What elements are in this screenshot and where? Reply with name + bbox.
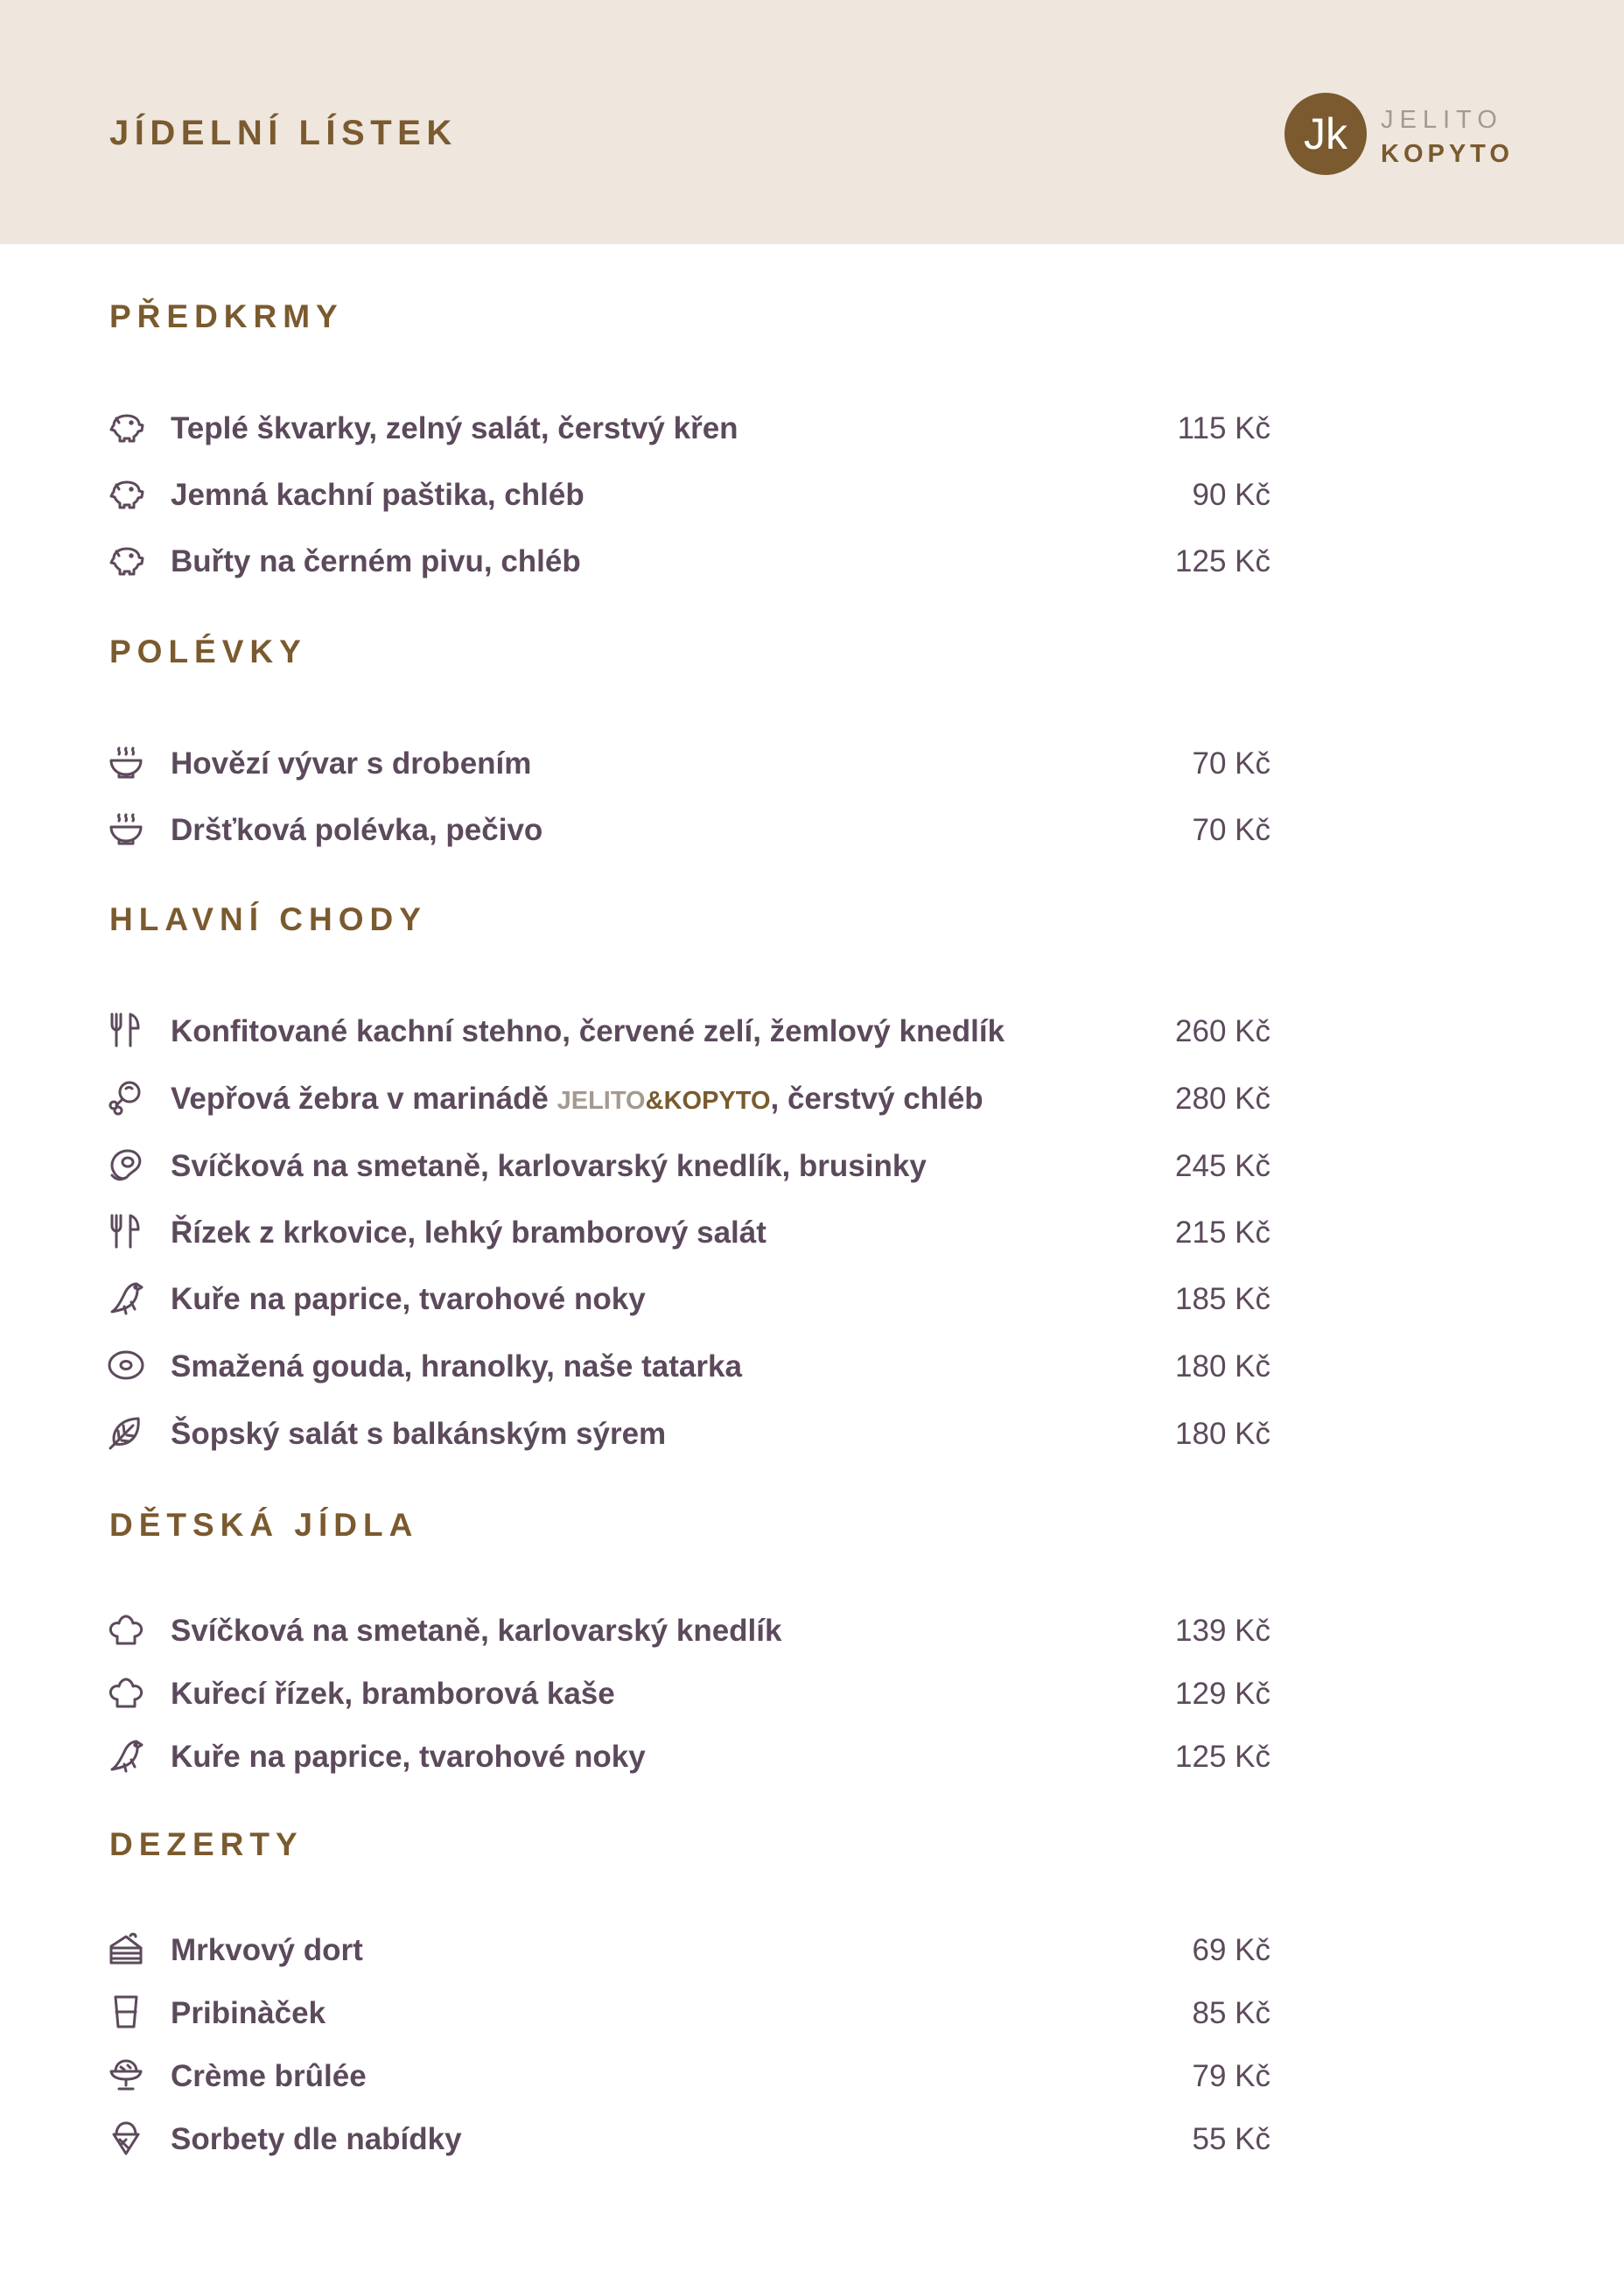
item-name: Vepřová žebra v marinádě JELITO&KOPYTO, čerstvý chléb xyxy=(171,1082,984,1116)
logo-line2: KOPYTO xyxy=(1381,140,1514,168)
chicken-icon xyxy=(107,1736,145,1775)
menu-item xyxy=(107,1926,1270,1972)
item-price: 139 Kč xyxy=(1175,1614,1270,1648)
fork-knife-icon xyxy=(107,1011,145,1049)
item-name: Kuřecí řízek, bramborová kaše xyxy=(171,1677,615,1711)
menu-item xyxy=(107,1410,1270,1455)
menu-item xyxy=(107,2052,1270,2098)
item-name: Svíčková na smetaně, karlovarský knedlík, brusinky xyxy=(171,1149,927,1183)
logo-line1: JELITO xyxy=(1381,106,1503,134)
cheese-icon xyxy=(107,1346,145,1384)
restaurant-logo xyxy=(1284,93,1521,175)
svg-text:Jk: Jk xyxy=(1304,109,1348,158)
item-price: 85 Kč xyxy=(1192,1996,1270,2030)
section-title-hlavni: HLAVNÍ CHODY xyxy=(109,901,427,937)
header-band xyxy=(0,0,1624,244)
brand-name-jelito: JELITO xyxy=(556,1087,646,1115)
item-price: 245 Kč xyxy=(1175,1149,1270,1183)
item-name: Hovězí vývar s drobením xyxy=(171,746,532,781)
menu-item xyxy=(107,471,1270,516)
item-name: Řízek z krkovice, lehký bramborový salát xyxy=(171,1216,766,1250)
item-price: 180 Kč xyxy=(1175,1349,1270,1384)
item-name: Šopský salát s balkánským sýrem xyxy=(171,1417,667,1451)
item-price: 115 Kč xyxy=(1177,411,1270,445)
menu-item xyxy=(107,1007,1270,1053)
cup-icon xyxy=(107,1993,145,2031)
menu-item xyxy=(107,537,1270,583)
item-name: Konfitované kachní stehno, červené zelí, žemlový knedlík xyxy=(171,1014,1005,1048)
item-name: Jemná kachní paštika, chléb xyxy=(171,478,584,512)
soup-bowl-icon xyxy=(107,743,145,781)
item-name: Dršťková polévka, pečivo xyxy=(171,813,543,847)
meat-slice-icon xyxy=(107,1146,145,1184)
item-name: Kuře na paprice, tvarohové noky xyxy=(171,1282,646,1316)
fork-knife-icon xyxy=(107,1212,145,1251)
dessert-icon xyxy=(107,2056,145,2094)
menu-item xyxy=(107,1142,1270,1188)
section-title-dezerty: DEZERTY xyxy=(109,1826,304,1862)
item-name: Buřty na černém pivu, chléb xyxy=(171,544,581,578)
item-price: 125 Kč xyxy=(1175,544,1270,578)
item-price: 79 Kč xyxy=(1192,2059,1270,2093)
pig-icon xyxy=(107,474,145,513)
chef-hat-icon xyxy=(107,1610,145,1649)
cake-slice-icon xyxy=(107,1930,145,1968)
item-price: 260 Kč xyxy=(1175,1014,1270,1048)
logo-monogram-icon xyxy=(1284,93,1367,175)
menu-item xyxy=(107,1670,1270,1715)
menu-item xyxy=(107,404,1270,450)
menu-item xyxy=(107,1275,1270,1321)
item-name: Teplé škvarky, zelný salát, čerstvý křen xyxy=(171,411,738,445)
drumstick-icon xyxy=(107,1078,145,1117)
item-name: Kuře na paprice, tvarohové noky xyxy=(171,1740,646,1774)
item-price: 215 Kč xyxy=(1175,1216,1270,1250)
brand-name-kopyto: KOPYTO xyxy=(663,1087,771,1115)
leaf-icon xyxy=(107,1413,145,1452)
menu-item xyxy=(107,1607,1270,1652)
section-title-predkrmy: PŘEDKRMY xyxy=(109,298,344,334)
item-price: 280 Kč xyxy=(1175,1082,1270,1116)
menu-item xyxy=(107,739,1270,785)
menu-item xyxy=(107,806,1270,851)
item-price: 70 Kč xyxy=(1192,813,1270,847)
item-price: 55 Kč xyxy=(1192,2122,1270,2156)
ice-cream-icon xyxy=(107,2119,145,2157)
menu-item xyxy=(107,1075,1270,1120)
menu-item xyxy=(107,2115,1270,2161)
section-title-polevky: POLÉVKY xyxy=(109,634,307,669)
item-price: 185 Kč xyxy=(1175,1282,1270,1316)
item-name: Pribinàček xyxy=(171,1996,326,2030)
chef-hat-icon xyxy=(107,1673,145,1712)
menu-item xyxy=(107,1733,1270,1778)
section-title-detska: DĚTSKÁ JÍDLA xyxy=(109,1507,419,1543)
item-price: 70 Kč xyxy=(1192,746,1270,781)
pig-icon xyxy=(107,541,145,579)
item-name: Svíčková na smetaně, karlovarský knedlík xyxy=(171,1614,782,1648)
soup-bowl-icon xyxy=(107,809,145,848)
item-price: 69 Kč xyxy=(1192,1933,1270,1967)
item-price: 90 Kč xyxy=(1192,478,1270,512)
menu-item xyxy=(107,1209,1270,1254)
page-title: JÍDELNÍ LÍSTEK xyxy=(109,114,458,152)
chicken-icon xyxy=(107,1279,145,1317)
menu-item xyxy=(107,1342,1270,1388)
item-price: 129 Kč xyxy=(1175,1677,1270,1711)
item-name: Smažená gouda, hranolky, naše tatarka xyxy=(171,1349,742,1384)
item-price: 180 Kč xyxy=(1175,1417,1270,1451)
item-name: Mrkvový dort xyxy=(171,1933,363,1967)
item-name: Sorbety dle nabídky xyxy=(171,2122,462,2156)
item-price: 125 Kč xyxy=(1175,1740,1270,1774)
menu-item xyxy=(107,1989,1270,2035)
item-name: Crème brûlée xyxy=(171,2059,367,2093)
pig-icon xyxy=(107,408,145,446)
